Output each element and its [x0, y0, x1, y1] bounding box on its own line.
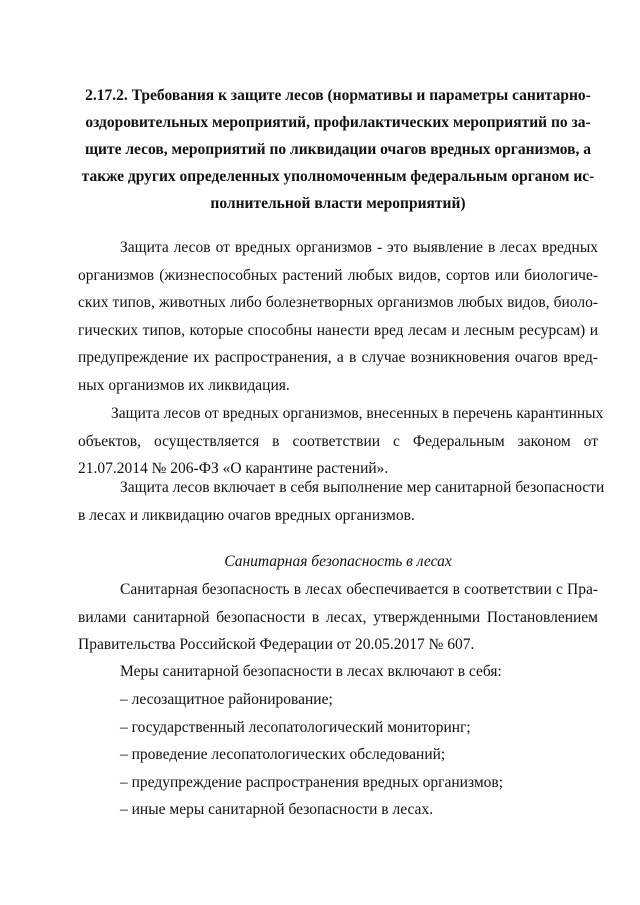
- paragraph: [78, 576, 598, 659]
- text-line: Санитарная безопасность в лесах обеспечивается в соответствии с Пра-: [120, 581, 598, 598]
- paragraph: [78, 474, 605, 529]
- paragraph: [78, 400, 604, 483]
- forest-protection-definition: [78, 234, 598, 400]
- protection-includes-paragraph: [78, 474, 605, 529]
- heading-line: также других определенных уполномоченным федеральным органом ис-: [81, 168, 595, 185]
- text-line: гических типов, которые способны нанести вред лесам и лесным ресурсам) и: [78, 321, 598, 339]
- list-item: – иные меры санитарной безопасности в лесах.: [120, 801, 434, 819]
- heading-line: оздоровительных мероприятий, профилактических мероприятий по за-: [85, 114, 591, 131]
- text-line: Защита лесов от вредных организмов - это выявление в лесах вредных: [120, 239, 598, 256]
- text-line: объектов, осуществляется в соответствии с Федеральным законом от: [78, 432, 598, 450]
- measures-list-container: [78, 686, 598, 824]
- heading-line: щите лесов, мероприятий по ликвидации очагов вредных организмов, а: [84, 141, 592, 158]
- measures-intro: [78, 658, 598, 686]
- text-line: вилами санитарной безопасности в лесах, утвержденными Постановлением: [78, 608, 598, 626]
- text-line: предупреждение их распространения, а в случае возникновения очагов вред-: [78, 349, 598, 367]
- text-line: организмов (жизнеспособных растений любых видов, сортов или биологиче-: [78, 266, 598, 284]
- heading-line: 2.17.2. Требования к защите лесов (нормативы и параметры санитарно-: [85, 87, 591, 104]
- list-item: – лесозащитное районирование;: [120, 691, 333, 708]
- quarantine-paragraph: [78, 400, 604, 483]
- sanitary-safety-subheading: Санитарная безопасность в лесах: [224, 553, 452, 570]
- text-line: Правительства Российской Федерации от 20.05.2017 № 607.: [78, 636, 475, 654]
- text-line: Защита лесов от вредных организмов, внесенных в перечень карантинных: [111, 405, 604, 422]
- sanitary-rules-paragraph: [78, 576, 598, 659]
- text-line: в лесах и ликвидацию очагов вредных организмов.: [78, 506, 415, 524]
- text-line: Защита лесов включает в себя выполнение мер санитарной безопасности: [120, 479, 605, 496]
- paragraph: [78, 658, 598, 686]
- section-heading: [78, 82, 598, 217]
- text-line: Меры санитарной безопасности в лесах включают в себя:: [120, 663, 502, 680]
- text-line: 21.07.2014 № 206-ФЗ «О карантине растений».: [78, 460, 389, 478]
- text-line: ских типов, животных либо болезнетворных организмов любых видов, биоло-: [78, 294, 598, 312]
- measures-list: [78, 686, 598, 824]
- heading-line: полнительной власти мероприятий): [210, 195, 466, 212]
- text-line: ных организмов их ликвидация.: [78, 376, 290, 394]
- list-item: – государственный лесопатологический мониторинг;: [120, 718, 471, 736]
- paragraph: [78, 234, 598, 400]
- list-item: – предупреждение распространения вредных организмов;: [120, 773, 504, 791]
- list-item: – проведение лесопатологических обследований;: [120, 746, 446, 764]
